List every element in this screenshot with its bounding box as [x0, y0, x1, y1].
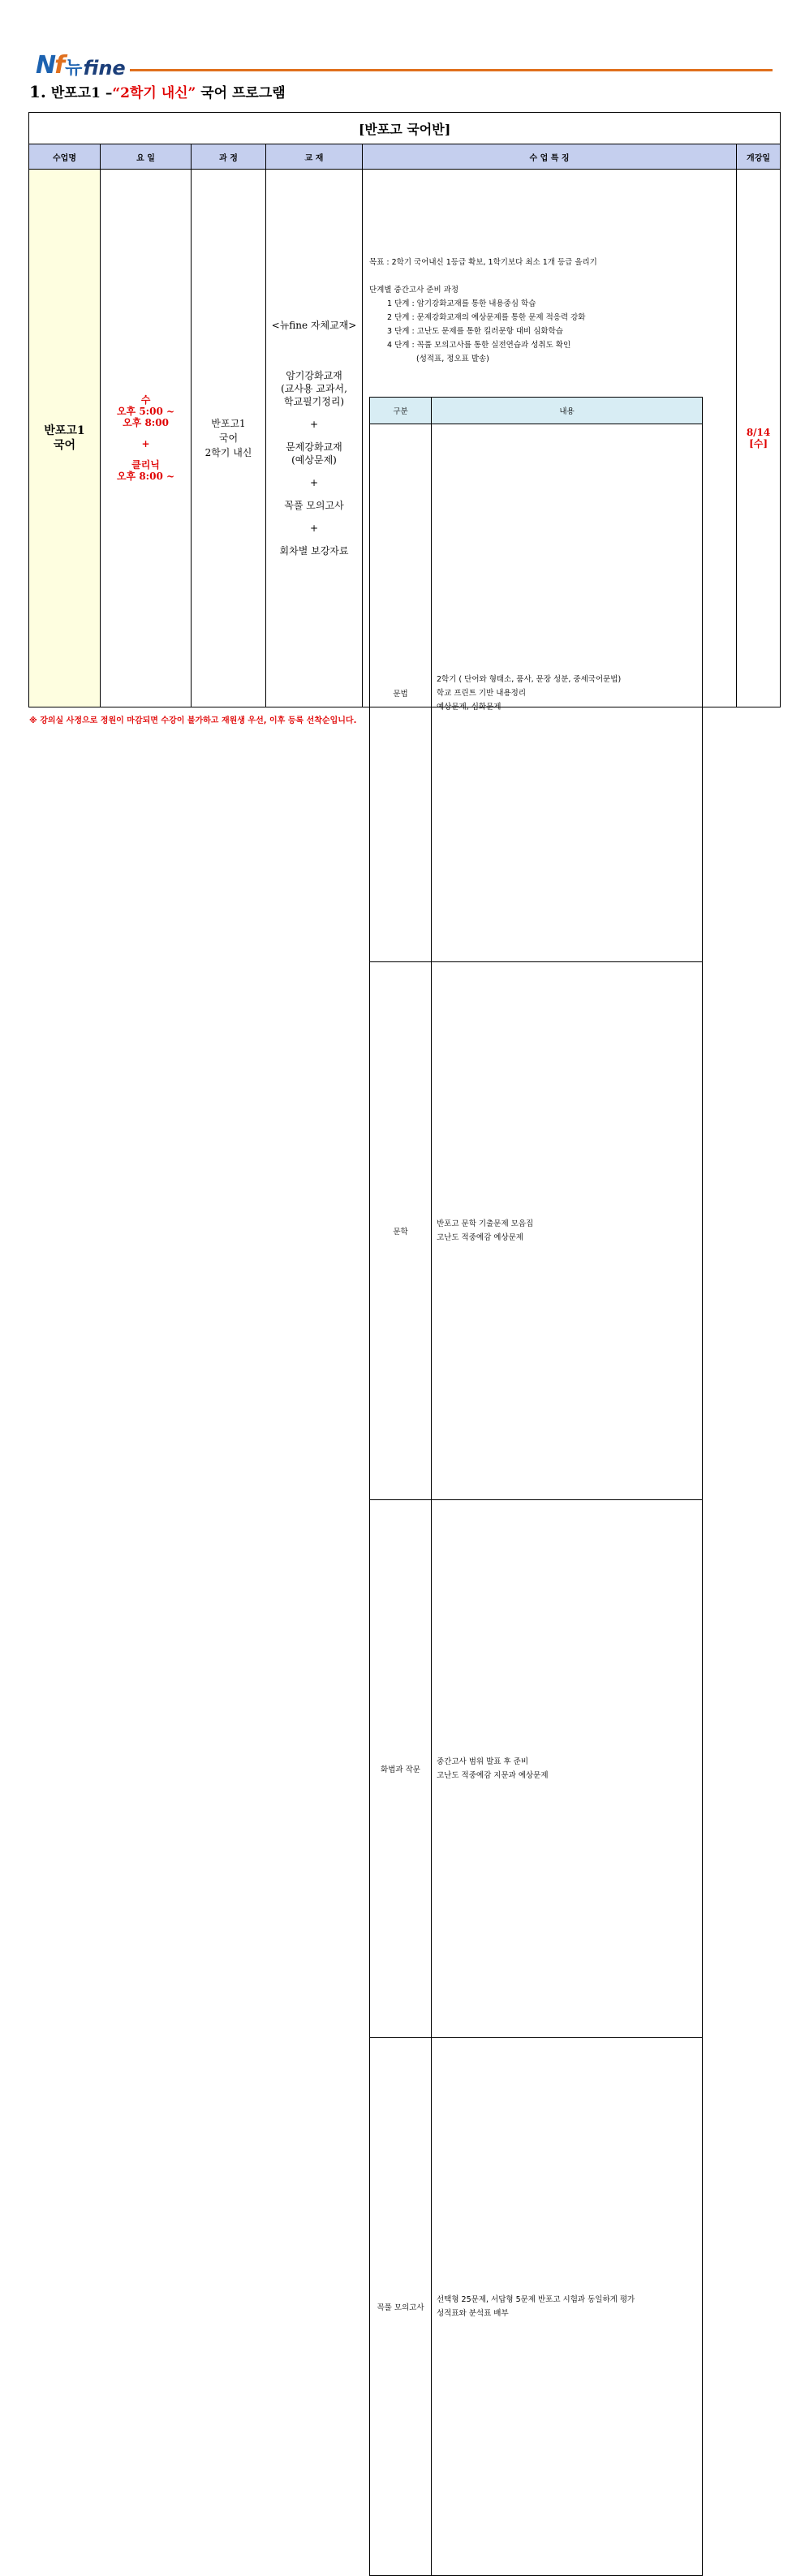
- class-name-line: 국어: [53, 439, 76, 452]
- course-line: 2학기 내신: [204, 447, 252, 458]
- feature-goal: 목표 : 2학기 국어내신 1등급 확보, 1학기보다 최소 1개 등급 올리기: [369, 258, 597, 267]
- logo: [36, 47, 126, 80]
- inner-content: [432, 424, 703, 962]
- header-book: 교 재: [266, 144, 363, 170]
- textbook-line: 꼭풀 모의고사: [284, 500, 344, 511]
- inner-category: 문학: [370, 962, 432, 1500]
- textbook-line: 회차별 보강자료: [279, 545, 349, 557]
- textbook-line: 암기강화교재: [286, 370, 342, 381]
- course-line: 국어: [218, 432, 239, 444]
- textbook-line: +: [309, 477, 319, 488]
- inner-content: [432, 1500, 703, 2038]
- inner-line: 선택형 25문제, 서답형 5문제 반포고 시험과 동일하게 평가: [437, 2295, 635, 2304]
- inner-content: [432, 962, 703, 1500]
- inner-line: 예상문제, 심화문제: [437, 702, 502, 712]
- class-name-cell: [29, 170, 101, 707]
- logo-mark: [36, 51, 63, 80]
- section-prefix: 반포고1 –: [50, 85, 113, 101]
- feature-step: 2 단계 : 문제강화교재의 예상문제를 통한 문제 적응력 강화: [387, 313, 586, 322]
- inner-content: [432, 2038, 703, 2576]
- logo-mark-n: N: [36, 51, 55, 80]
- notice-text: ※ 강의실 사정으로 정원이 마감되면 수강이 불가하고 재원생 우선, 이후 등록 선착순입니다.: [29, 716, 357, 725]
- textbook-line: +: [309, 419, 319, 430]
- day-line: 오후 8:00 ~: [116, 471, 175, 482]
- inner-line: 학교 프린트 기반 내용정리: [437, 688, 527, 698]
- inner-header-row: [370, 398, 703, 424]
- header-course: 과 정: [192, 144, 266, 170]
- open-date: 8/14: [746, 427, 771, 438]
- logo-kr: 뉴: [65, 58, 83, 79]
- table-row: [29, 170, 781, 707]
- header-open: 개강일: [737, 144, 781, 170]
- header-feature: 수 업 특 징: [363, 144, 737, 170]
- feature-detail-table: [369, 397, 703, 2576]
- open-date-cell: [737, 170, 781, 707]
- feature-step: 3 단계 : 고난도 문제를 통한 킬러문항 대비 심화학습: [387, 327, 563, 336]
- feature-cell: [363, 170, 737, 2318]
- header-day: 요 일: [101, 144, 192, 170]
- feature-steps-title: 단계별 중간고사 준비 과정: [369, 286, 459, 295]
- section-title: [29, 81, 286, 101]
- textbook-line: 학교필기정리): [283, 396, 345, 407]
- logo-en: fine: [83, 57, 126, 80]
- inner-line: 성적표와 분석표 배부: [437, 2309, 509, 2318]
- open-weekday: [수]: [749, 438, 768, 449]
- course-cell: [192, 170, 266, 707]
- day-line: +: [141, 438, 150, 449]
- section-highlight: “2학기 내신”: [112, 85, 196, 101]
- inner-row: [370, 962, 703, 1500]
- textbook-line: 문제강화교재: [286, 441, 342, 453]
- textbook-line: (교사용 교과서,: [281, 383, 347, 394]
- section-number: 1.: [29, 82, 46, 101]
- header-name: 수업명: [29, 144, 101, 170]
- textbook-line: +: [309, 523, 319, 534]
- inner-category: 문법: [370, 424, 432, 962]
- class-name-line: 반포고1: [44, 424, 85, 437]
- inner-category: 꼭풀 모의고사: [370, 2038, 432, 2576]
- inner-line: 고난도 적중예감 예상문제: [437, 1233, 523, 1242]
- day-line: 오후 8:00: [123, 417, 169, 428]
- inner-row: [370, 1500, 703, 2038]
- feature-step: 4 단계 : 꼭풀 모의고사를 통한 실전연습과 성취도 확인: [387, 341, 571, 350]
- section-suffix: 국어 프로그램: [196, 85, 286, 101]
- inner-row: [370, 424, 703, 962]
- logo-mark-f: f: [54, 51, 64, 80]
- course-line: 반포고1: [211, 418, 246, 429]
- inner-row: [370, 2038, 703, 2576]
- day-line: 클리닉: [131, 459, 160, 471]
- inner-line: 2학기 ( 단어와 형태소, 품사, 문장 성분, 중세국어문법): [437, 674, 622, 684]
- inner-header-content: 내용: [432, 398, 703, 424]
- feature-step: 1 단계 : 암기강화교재를 통한 내용중심 학습: [387, 299, 536, 308]
- day-cell: [101, 170, 192, 707]
- inner-category: 화법과 작문: [370, 1500, 432, 2038]
- table-header-row: [29, 144, 781, 170]
- table-caption: [반포고 국어반]: [29, 113, 781, 144]
- feature-text: [369, 256, 597, 366]
- inner-header-category: 구분: [370, 398, 432, 424]
- inner-line: 고난도 적중예감 지문과 예상문제: [437, 1771, 549, 1780]
- inner-line: 반포고 문학 기출문제 모음집: [437, 1219, 534, 1228]
- inner-line: 중간고사 범위 발표 후 준비: [437, 1757, 529, 1766]
- day-line: 수: [140, 394, 151, 406]
- textbook-cell: [266, 170, 363, 707]
- textbook-line: <뉴fine 자체교재>: [271, 320, 357, 331]
- header-rule: [130, 69, 773, 71]
- day-line: 오후 5:00 ~: [116, 406, 175, 417]
- textbook-line: (예상문제): [291, 454, 337, 466]
- feature-steps-note: (성적표, 정오표 발송): [416, 355, 489, 363]
